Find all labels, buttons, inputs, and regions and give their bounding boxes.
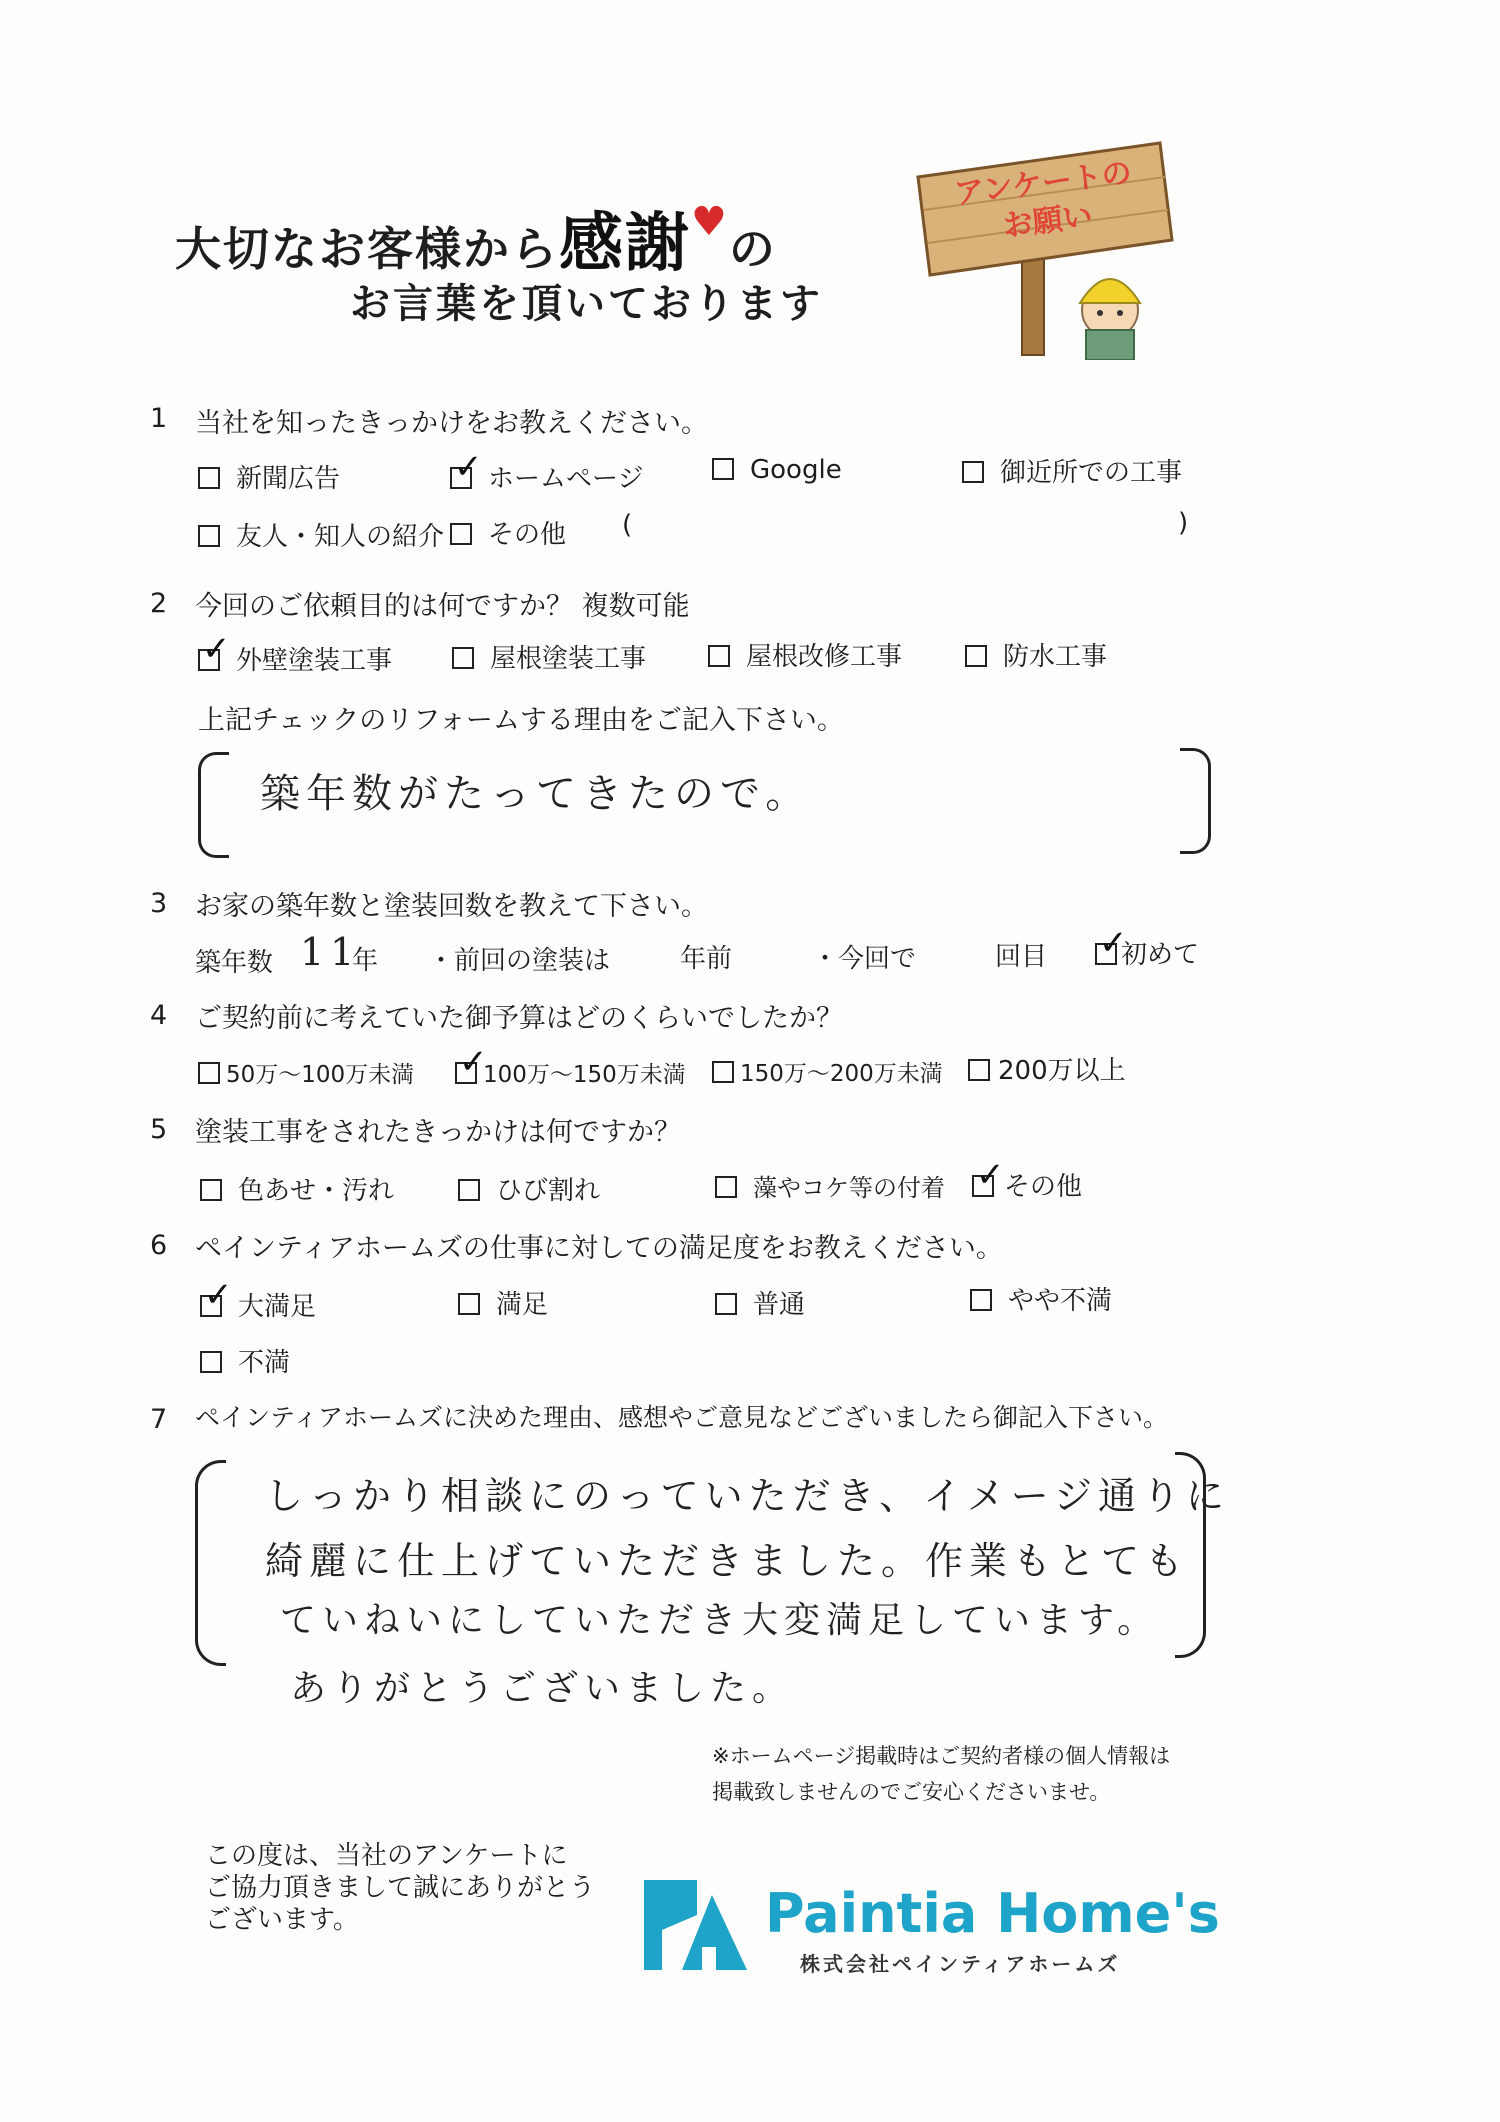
question-number: 6 <box>150 1230 168 1261</box>
question-number: 5 <box>150 1114 168 1145</box>
question-number: 2 <box>150 588 168 619</box>
count-unit: 回目 <box>995 942 1048 972</box>
checkbox[interactable] <box>970 1289 992 1311</box>
q4-option[interactable]: 150万〜200万未満 <box>712 1055 943 1088</box>
privacy-note: 掲載致しませんのでご安心くださいませ。 <box>712 1780 1111 1804</box>
thanks-message: この度は、当社のアンケートに ご協力頂きまして誠にありがとう ございます。 <box>205 1841 596 1935</box>
checkbox[interactable] <box>458 1293 480 1315</box>
question-3-text: お家の築年数と塗装回数を教えて下さい。 <box>195 891 708 922</box>
q1-option[interactable]: 御近所での工事 <box>962 452 1182 489</box>
checkbox[interactable] <box>712 1061 734 1083</box>
checkbox[interactable] <box>452 647 474 669</box>
checkbox[interactable] <box>200 1351 222 1373</box>
q5-option[interactable]: ひび割れ <box>458 1170 600 1207</box>
checkbox-checked[interactable] <box>200 1295 222 1317</box>
comment-line: しっかり相談にのっていただき、イメージ通りに <box>265 1474 1230 1518</box>
q2-option[interactable]: 防水工事 <box>965 636 1107 673</box>
first-time-option[interactable]: ✓ 初めて <box>1095 934 1199 971</box>
privacy-note: ※ホームページ掲載時はご契約者様の個人情報は <box>712 1744 1171 1768</box>
page-title <box>175 192 777 284</box>
q1-option[interactable]: 新聞広告 <box>198 458 340 495</box>
q1-option[interactable]: ✓ ホームページ <box>450 458 643 495</box>
q2-option[interactable]: ✓外壁塗装工事 <box>198 640 392 677</box>
checkbox[interactable] <box>198 1062 220 1084</box>
q6-option[interactable]: 不満 <box>200 1342 290 1379</box>
checkbox-checked[interactable] <box>450 467 472 489</box>
checkbox-checked[interactable] <box>972 1175 994 1197</box>
checkbox-checked[interactable] <box>455 1062 477 1084</box>
comment-line: 綺麗に仕上げていただきました。作業もとても <box>265 1539 1190 1583</box>
logo-mark <box>642 1875 752 1975</box>
q5-option[interactable]: ✓ その他 <box>972 1166 1082 1203</box>
age-value: 11 <box>300 930 361 974</box>
question-7-text: ペインティアホームズに決めた理由、感想やご意見などございましたら御記入下さい。 <box>195 1403 1169 1432</box>
checkbox[interactable] <box>965 645 987 667</box>
reason-prompt: 上記チェックのリフォームする理由をご記入下さい。 <box>198 705 844 736</box>
q1-option[interactable]: Google <box>712 455 842 485</box>
checkbox[interactable] <box>708 645 730 667</box>
title-kanji: 感謝 <box>559 206 691 281</box>
page-subtitle: お言葉を頂いております <box>350 280 823 327</box>
reason-answer: 築年数がたってきたので。 <box>260 771 812 817</box>
checkbox[interactable] <box>962 461 984 483</box>
checkbox[interactable] <box>712 458 734 480</box>
q2-option[interactable]: 屋根改修工事 <box>708 636 902 673</box>
title-text: 大切なお客様から <box>175 222 559 276</box>
checkbox[interactable] <box>715 1293 737 1315</box>
q4-option[interactable]: 50万〜100万未満 <box>198 1056 414 1089</box>
q6-option[interactable]: 普通 <box>715 1284 805 1321</box>
heart-icon: ♥ <box>691 198 729 245</box>
checkbox[interactable] <box>198 525 220 547</box>
checkbox[interactable] <box>968 1059 990 1081</box>
q4-option[interactable]: ✓ 100万〜150万未満 <box>455 1056 686 1089</box>
brand-company: 株式会社ペインティアホームズ <box>800 1952 1121 1976</box>
sign-text: アンケートの お願い <box>952 155 1134 245</box>
checkbox-checked[interactable] <box>198 649 220 671</box>
q4-option[interactable]: 200万以上 <box>968 1050 1126 1087</box>
q6-option[interactable]: 満足 <box>458 1284 548 1321</box>
question-number: 3 <box>150 888 168 919</box>
question-number: 7 <box>150 1404 168 1435</box>
q2-option[interactable]: 屋根塗装工事 <box>452 638 646 675</box>
age-label: 築年数 <box>195 948 274 978</box>
checkbox[interactable] <box>200 1179 222 1201</box>
q5-option[interactable]: 色あせ・汚れ <box>200 1170 394 1207</box>
q6-option[interactable]: ✓大満足 <box>200 1286 316 1323</box>
comment-line: ありがとうございました。 <box>290 1668 795 1709</box>
survey-sign-illustration <box>910 135 1180 360</box>
paren-close: ) <box>1178 508 1189 538</box>
question-number: 4 <box>150 1000 168 1031</box>
question-number: 1 <box>150 403 168 434</box>
checkbox[interactable] <box>458 1179 480 1201</box>
question-2-text: 今回のご依頼目的は何ですか？ 複数可能 <box>195 591 690 622</box>
brand-name: Paintia Home's <box>765 1882 1220 1945</box>
brand-logo-icon <box>642 1875 752 1975</box>
question-4-text: ご契約前に考えていた御予算はどのくらいでしたか？ <box>195 1003 843 1034</box>
comment-line: ていねいにしていただき大変満足しています。 <box>280 1600 1160 1641</box>
count-label: ・今回で <box>812 944 917 974</box>
age-unit: 年 <box>352 946 379 976</box>
checkbox-checked[interactable] <box>1095 943 1117 965</box>
prev-label: ・前回の塗装は <box>428 946 611 976</box>
question-1-text: 当社を知ったきっかけをお教えください。 <box>195 408 708 439</box>
checkbox[interactable] <box>450 523 472 545</box>
checkbox[interactable] <box>715 1176 737 1198</box>
bracket-left <box>195 1460 226 1666</box>
prev-unit: 年前 <box>680 944 733 974</box>
question-5-text: 塗装工事をされたきっかけは何ですか？ <box>195 1117 681 1148</box>
q1-option[interactable]: その他 <box>450 514 566 551</box>
q5-option[interactable]: 藻やコケ等の付着 <box>715 1168 945 1203</box>
q6-option[interactable]: やや不満 <box>970 1280 1112 1317</box>
bracket-right <box>1180 748 1211 854</box>
q1-option[interactable]: 友人・知人の紹介 <box>198 516 444 553</box>
bracket-left <box>198 752 229 858</box>
checkbox[interactable] <box>198 467 220 489</box>
question-6-text: ペインティアホームズの仕事に対しての満足度をお教えください。 <box>195 1233 1003 1264</box>
paren-open: ( <box>622 510 633 540</box>
title-suffix: の <box>728 222 777 276</box>
